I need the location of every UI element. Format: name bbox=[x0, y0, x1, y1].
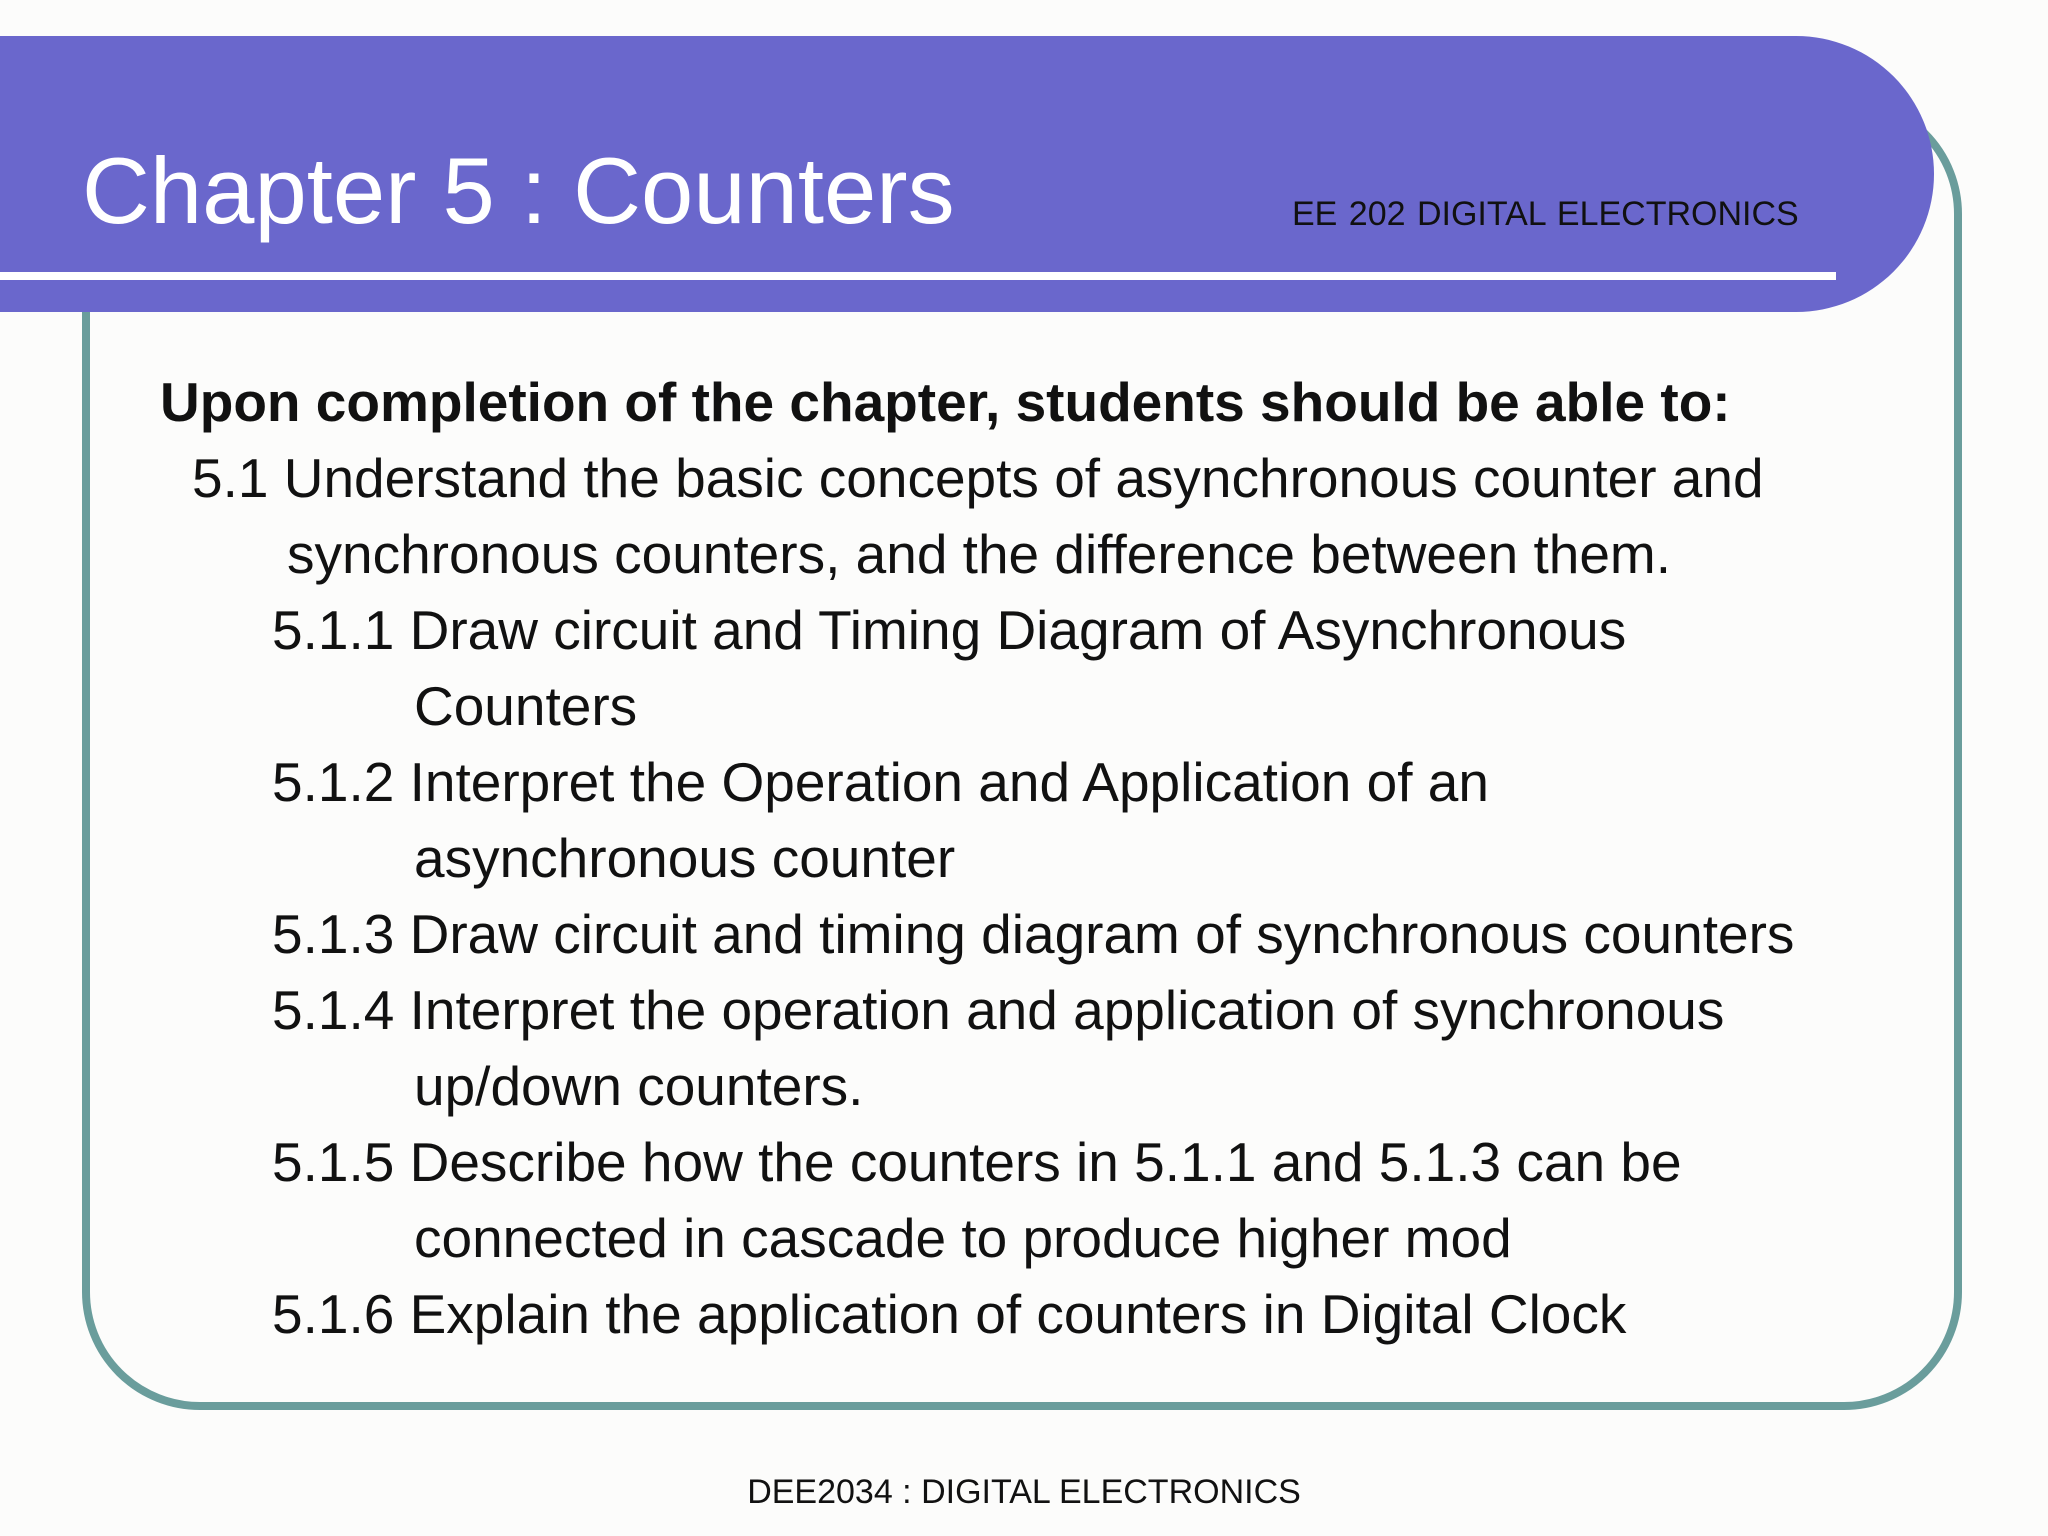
slide-footer: DEE2034 : DIGITAL ELECTRONICS bbox=[747, 1473, 1301, 1511]
course-header: EE 202 DIGITAL ELECTRONICS bbox=[1292, 195, 1799, 233]
slide-title: Chapter 5 : Counters bbox=[82, 138, 955, 243]
objective-5-1-line1: 5.1 Understand the basic concepts of asynchronous counter and bbox=[192, 447, 1764, 509]
objective-5-1-5-line2: connected in cascade to produce higher mod bbox=[414, 1207, 1512, 1269]
objective-5-1-5-line1: 5.1.5 Describe how the counters in 5.1.1 and 5.1.3 can be bbox=[272, 1131, 1682, 1193]
objective-5-1-3: 5.1.3 Draw circuit and timing diagram of synchronous counters bbox=[272, 903, 1795, 965]
objective-5-1-4-line2: up/down counters. bbox=[414, 1055, 864, 1117]
objective-5-1-1-line2: Counters bbox=[414, 675, 638, 737]
objective-5-1-6: 5.1.6 Explain the application of counters in Digital Clock bbox=[272, 1283, 1627, 1345]
objective-5-1-4-line1: 5.1.4 Interpret the operation and application of synchronous bbox=[272, 979, 1725, 1041]
objective-5-1-1-line1: 5.1.1 Draw circuit and Timing Diagram of Asynchronous bbox=[272, 599, 1627, 661]
objective-5-1-2-line2: asynchronous counter bbox=[414, 827, 956, 889]
objective-5-1-2-line1: 5.1.2 Interpret the Operation and Application of an bbox=[272, 751, 1489, 813]
intro-heading: Upon completion of the chapter, students should be able to: bbox=[160, 371, 1731, 433]
objective-5-1-line2: synchronous counters, and the difference between them. bbox=[287, 523, 1672, 585]
